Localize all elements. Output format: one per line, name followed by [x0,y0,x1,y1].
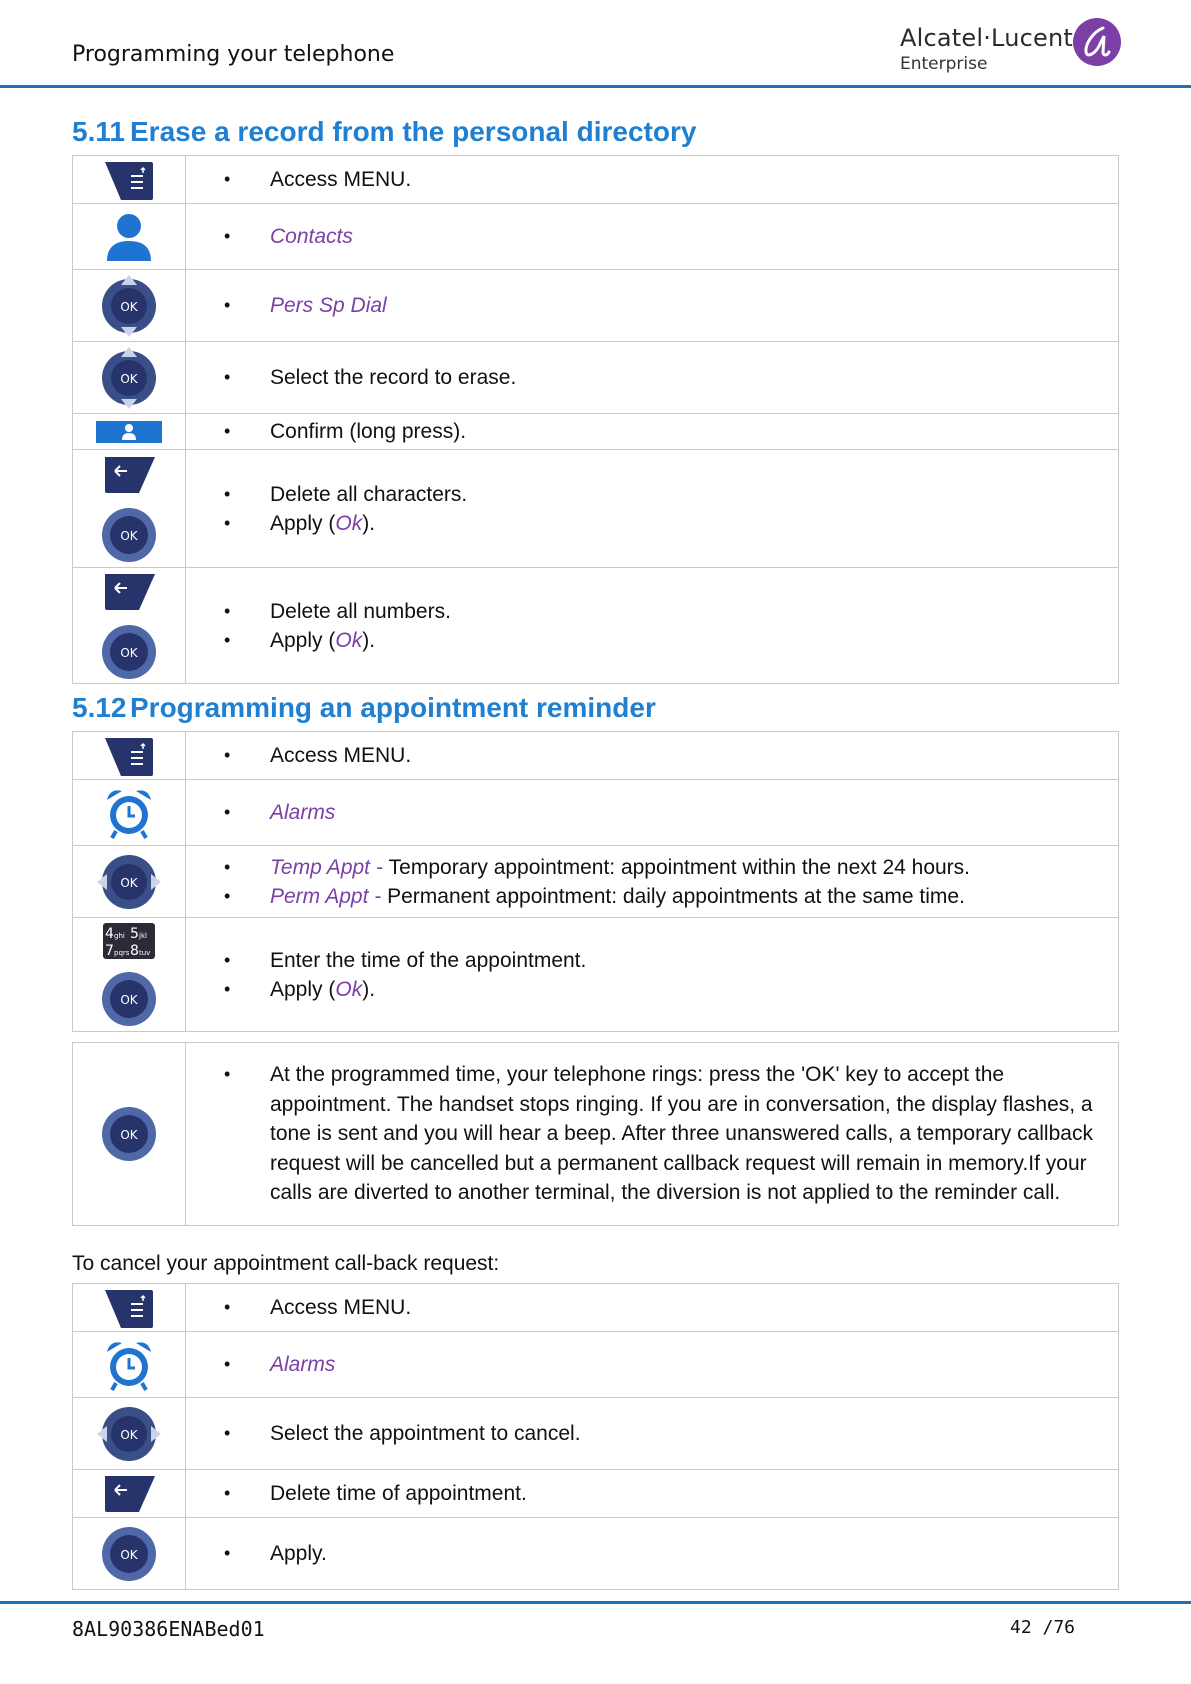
ok-key-icon [101,507,157,563]
step-text-cell [186,568,1119,684]
header-rule [0,85,1191,88]
step-text-cell [186,342,1119,414]
step-text-cell [186,156,1119,204]
step-icon-cell [73,568,186,684]
step-text-cell [186,1398,1119,1470]
step-instruction: • Apply. [224,1542,327,1565]
step-row [73,1470,1119,1518]
step-row [73,1518,1119,1590]
step-instruction: • Apply (Ok). [224,511,376,535]
step-row [73,780,1119,846]
svg-text:OK: OK [120,371,138,386]
step-row [73,846,1119,918]
back-key-icon [101,455,157,495]
step-instruction: • Perm Appt - Permanent appointment: daily appointments at the same time. [224,884,965,908]
step-row [73,1398,1119,1470]
step-text-cell [186,732,1119,780]
step-text-cell [186,780,1119,846]
svg-text:OK: OK [120,645,138,660]
note-icon-cell [73,1043,186,1226]
navigator-left-right-icon [97,852,161,912]
menu-key-icon [103,158,155,202]
appointment-note: At the programmed time, your telephone rings: press the 'OK' key to accept the appointment. The handset stops ringing. If you are in conversation, the display flashes, a tone is sent and you will hear a beep. After three unanswered calls, a temporary callback request will be cancelled but a permanent callback request will remain in memory.If your calls are diverted to another terminal, the diversion is not applied to the reminder call. [270,1063,1093,1205]
svg-text:jkl: jkl [139,931,147,940]
svg-text:5: 5 [130,925,139,942]
step-instruction: • Enter the time of the appointment. [224,948,587,972]
step-row [73,918,1119,1032]
cancel-intro: To cancel your appointment call-back request: [72,1252,500,1275]
contact-key-icon [96,421,162,443]
svg-text:7: 7 [105,942,114,959]
step-instruction: • Confirm (long press). [224,420,467,443]
navigator-left-right-icon [97,1404,161,1464]
step-instruction: • Temp Appt - Temporary appointment: appointment within the next 24 hours. [224,855,971,879]
ok-key-icon [101,624,157,680]
step-instruction: • Alarms [224,801,336,824]
step-icon-cell [73,342,186,414]
svg-text:OK: OK [120,1427,138,1442]
back-key-icon [101,1474,157,1514]
svg-text:tuv: tuv [139,948,151,957]
svg-text:pqrs: pqrs [114,948,130,957]
step-instruction: • Apply (Ok). [224,628,376,652]
step-instruction: • Pers Sp Dial [224,294,387,317]
svg-text:ghi: ghi [114,931,125,940]
step-text-cell [186,1332,1119,1398]
section-5-11-steps [72,155,1119,684]
step-icon-cell [73,204,186,270]
step-row [73,204,1119,270]
step-icon-cell [73,1332,186,1398]
section-5-11-title: 5.11 Erase a record from the personal directory [72,116,697,147]
step-text-cell [186,414,1119,450]
step-text-cell [186,1518,1119,1590]
ok-key-icon [101,1106,157,1162]
svg-text:OK: OK [120,1547,138,1562]
step-text-cell [186,846,1119,918]
brand-name: Alcatel·Lucent [900,24,1074,52]
cancel-steps [72,1283,1119,1590]
step-instruction: • Alarms [224,1353,336,1376]
step-icon-cell [73,1470,186,1518]
step-instruction: • Select the appointment to cancel. [224,1422,581,1445]
step-instruction: • Access MENU. [224,744,412,767]
page-number: 42 /76 [1010,1617,1076,1638]
section-5-12-steps [72,731,1119,1032]
step-row [73,270,1119,342]
step-instruction: • Select the record to erase. [224,366,517,389]
step-text-cell [186,270,1119,342]
step-text-cell [186,204,1119,270]
step-row [73,1332,1119,1398]
svg-text:OK: OK [120,299,138,314]
step-row [73,156,1119,204]
step-icon-cell [73,1518,186,1590]
svg-text:OK: OK [120,1128,138,1142]
step-instruction: • Delete all characters. [224,482,468,506]
step-text-cell [186,1470,1119,1518]
brand-logo-icon [1073,18,1121,66]
brand [900,24,1073,74]
back-key-icon [101,572,157,612]
step-instruction: • Access MENU. [224,1296,412,1319]
step-row [73,450,1119,568]
step-instruction: • Delete all numbers. [224,599,451,623]
step-row [73,732,1119,780]
step-instruction: • Access MENU. [224,168,412,191]
svg-text:OK: OK [120,992,138,1007]
navigator-up-down-icon [99,275,159,337]
step-icon-cell [73,414,186,450]
step-icon-cell [73,1284,186,1332]
step-text-cell [186,1284,1119,1332]
step-icon-cell [73,1398,186,1470]
step-icon-cell [73,918,186,1032]
step-instruction: • Delete time of appointment. [224,1482,527,1505]
step-row [73,568,1119,684]
keypad-icon [103,923,155,959]
step-icon-cell [73,450,186,568]
header-title: Programming your telephone [72,42,395,67]
brand-sub: Enterprise [900,54,988,74]
ok-key-icon [101,1526,157,1582]
navigator-up-down-icon [99,347,159,409]
step-icon-cell [73,846,186,918]
step-row [73,1284,1119,1332]
step-text-cell [186,450,1119,568]
appointment-note-table: OK • At the programmed time, your telephone rings: press the 'OK' key to accept the appointment. The handset stops ringing. If you are in conversation, the display flashes, a tone is sent and you will hear a beep. After three unanswered calls, a temporary callback request will be cancelled but a permanent callback request will remain in memory.If your calls are diverted to another terminal, the diversion is not applied to the reminder call. [72,1042,1119,1226]
alarm-clock-icon [104,1338,154,1392]
section-5-12-title: 5.12 Programming an appointment reminder [72,692,656,723]
svg-text:OK: OK [120,875,138,890]
doc-reference: 8AL90386ENABed01 [72,1617,265,1641]
svg-text:4: 4 [105,925,114,942]
contacts-icon [104,211,154,263]
step-icon-cell [73,732,186,780]
step-icon-cell [73,780,186,846]
step-text-cell [186,918,1119,1032]
step-instruction: • Contacts [224,225,353,248]
menu-key-icon [103,1286,155,1330]
step-row [73,414,1119,450]
alarm-clock-icon [104,786,154,840]
svg-text:8: 8 [130,942,139,959]
step-row [73,342,1119,414]
step-icon-cell [73,156,186,204]
step-instruction: • Apply (Ok). [224,977,376,1001]
svg-text:OK: OK [120,528,138,543]
ok-key-icon [101,971,157,1027]
step-icon-cell [73,270,186,342]
footer-rule [0,1601,1191,1604]
menu-key-icon [103,734,155,778]
